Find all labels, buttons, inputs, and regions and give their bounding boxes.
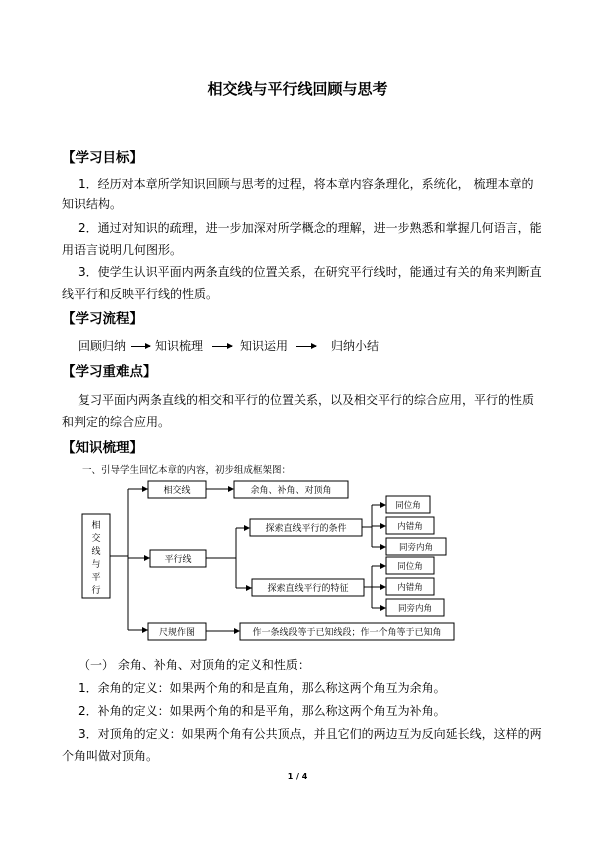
process-step-3: 知识运用 bbox=[240, 339, 289, 353]
def-line-2: 2．补角的定义：如果两个角的和是平角，那么称这两个角互为补角。 bbox=[78, 704, 446, 718]
branch-construct-label: 尺规作图 bbox=[158, 628, 196, 638]
angle-label-1-3: 同旁内角 bbox=[398, 543, 434, 553]
def-line-1: 1．余角的定义：如果两个角的和是直角，那么称这两个角互为余角。 bbox=[78, 681, 446, 695]
process-step-4: 归纳小结 bbox=[331, 339, 380, 353]
explore-condition-label: 探索直线平行的条件 bbox=[265, 524, 347, 534]
angle-label-1-1: 同位角 bbox=[395, 501, 421, 511]
goals-heading: 【学习目标】 bbox=[62, 150, 143, 166]
root-char-2: 交 bbox=[91, 534, 101, 544]
root-char-5: 平 bbox=[91, 573, 101, 583]
goals-line-5: 3．使学生认识平面内两条直线的位置关系，在研究平行线时，能通过有关的角来判断直 bbox=[78, 265, 542, 279]
page-title: 相交线与平行线回顾与思考 bbox=[207, 80, 388, 98]
angle-label-2-3: 同旁内角 bbox=[397, 604, 433, 614]
explore-property-label: 探索直线平行的特征 bbox=[267, 584, 349, 594]
key-points-heading: 【学习重难点】 bbox=[62, 364, 157, 380]
process-arrow-2 bbox=[212, 346, 232, 347]
angle-label-2-1: 同位角 bbox=[397, 562, 423, 572]
page-number: 1 / 4 bbox=[287, 772, 308, 781]
knowledge-framework-diagram bbox=[68, 462, 460, 648]
def-line-4: 个角叫做对顶角。 bbox=[62, 749, 159, 763]
construct-detail-label: 作一条线段等于已知线段；作一个角等于已知角 bbox=[252, 628, 442, 638]
key-points-line-2: 和判定的综合应用。 bbox=[62, 415, 171, 429]
goals-line-1: 1．经历对本章所学知识回顾与思考的过程，将本章内容条理化，系统化， 梳理本章的 bbox=[78, 177, 534, 191]
goals-line-4: 用语言说明几何图形。 bbox=[62, 243, 183, 257]
intersect-detail-label: 余角、补角、对顶角 bbox=[250, 486, 332, 496]
branch-intersect-label: 相交线 bbox=[163, 486, 191, 496]
angle-label-2-2: 内错角 bbox=[397, 583, 423, 593]
goals-line-3: 2．通过对知识的疏理，进一步加深对所学概念的理解，进一步熟悉和掌握几何语言，能 bbox=[78, 221, 542, 235]
branch-parallel-label: 平行线 bbox=[164, 555, 192, 565]
goals-line-2: 知识结构。 bbox=[62, 197, 123, 211]
knowledge-sub-heading: （一） 余角、补角、对顶角的定义和性质： bbox=[78, 658, 310, 672]
process-arrow-1 bbox=[131, 346, 150, 347]
angle-label-1-2: 内错角 bbox=[397, 522, 423, 532]
goals-line-6: 线平行和反映平行线的性质。 bbox=[62, 287, 219, 301]
diagram-intro: 一、引导学生回忆本章的内容，初步组成框架图： bbox=[82, 465, 292, 476]
process-heading: 【学习流程】 bbox=[62, 311, 143, 327]
root-char-3: 线 bbox=[91, 547, 101, 557]
def-line-3: 3．对顶角的定义：如果两个角有公共顶点，并且它们的两边互为反向延长线，这样的两 bbox=[78, 727, 542, 741]
process-arrow-3 bbox=[296, 346, 316, 347]
process-step-1: 回顾归纳 bbox=[78, 339, 127, 353]
root-char-4: 与 bbox=[91, 560, 101, 570]
process-step-2: 知识梳理 bbox=[155, 339, 204, 353]
root-char-1: 相 bbox=[91, 521, 101, 531]
root-char-6: 行 bbox=[91, 586, 101, 596]
knowledge-heading: 【知识梳理】 bbox=[62, 440, 143, 456]
key-points-line-1: 复习平面内两条直线的相交和平行的位置关系，以及相交平行的综合应用，平行的性质 bbox=[78, 393, 535, 407]
